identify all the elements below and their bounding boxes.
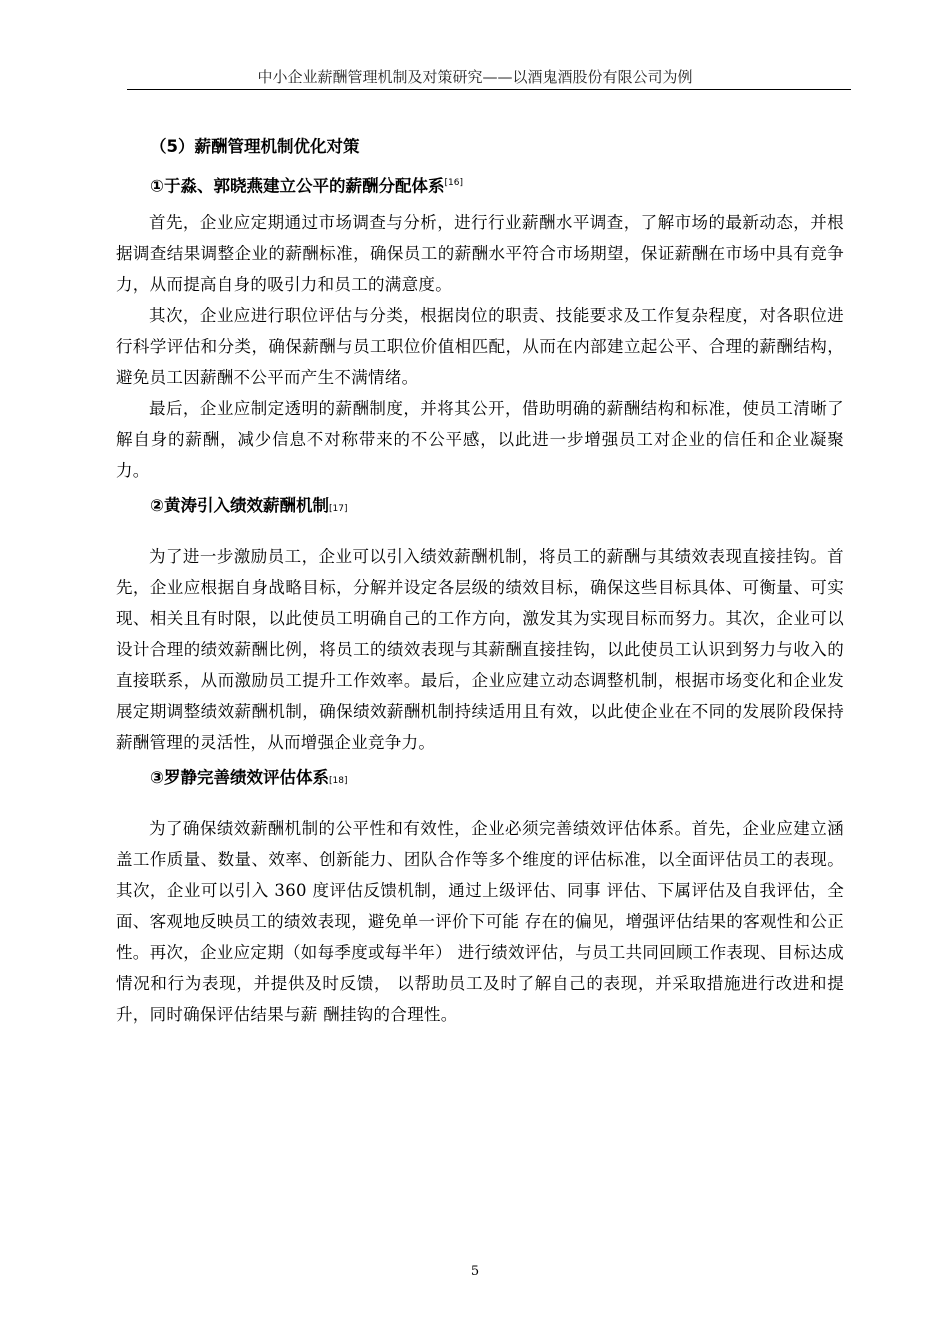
paragraph: 为了确保绩效薪酬机制的公平性和有效性，企业必须完善绩效评估体系。首先，企业应建立涵盖工作质量、数量、效率、创新能力、团队合作等多个维度的评估标准，以全面评估员工的表现。其次，企业可以引入 360 度评估反馈机制，通过上级评估、同事 评估、下属评估及自我评估，全面、客观地反映员工的绩效表现，避免单一评价下可能 存在的偏见，增强评估结果的客观性和公正性。再次，企业应定期（如每季度或每半年） 进行绩效评估，与员工共同回顾工作表现、目标达成情况和行为表现，并提供及时反馈， 以帮助员工及时了解自己的表现，并采取措施进行改进和提升，同时确保评估结果与薪 酬挂钩的合理性。 — [116, 818, 844, 1024]
citation-16: [16] — [444, 178, 463, 188]
subsection-heading-3-text: ③罗静完善绩效评估体系 — [150, 767, 329, 787]
page-number: 5 — [470, 1264, 480, 1279]
paragraph: 最后，企业应制定透明的薪酬制度，并将其公开，借助明确的薪酬结构和标准，使员工清晰了解自身的薪酬，减少信息不对称带来的不公平感，以此进一步增强员工对企业的信任和企业凝聚力。 — [116, 398, 844, 480]
paragraph: 为了进一步激励员工，企业可以引入绩效薪酬机制，将员工的薪酬与其绩效表现直接挂钩。首先，企业应根据自身战略目标，分解并设定各层级的绩效目标，确保这些目标具体、可衡量、可实现、相关且有时限，以此使员工明确自己的工作方向，激发其为实现目标而努力。其次，企业可以设计合理的绩效薪酬比例，将员工的绩效表现与其薪酬直接挂钩，以此使员工认识到努力与收入的直接联系，从而激励员工提升工作效率。最后，企业应建立动态调整机制，根据市场变化和企业发展定期调整绩效薪酬机制，确保绩效薪酬机制持续适用且有效，以此使企业在不同的发展阶段保持薪酬管理的灵活性，从而增强企业竞争力。 — [116, 546, 844, 752]
citation-17: [17] — [328, 503, 348, 514]
subsection-heading-1 — [150, 171, 844, 199]
subsection-heading-1-text: ①于淼、郭晓燕建立公平的薪酬分配体系 — [150, 176, 445, 196]
citation-18: [18] — [328, 775, 348, 786]
running-header: 中小企业薪酬管理机制及对策研究——以酒鬼酒股份有限公司为例 — [257, 68, 693, 86]
subsection-heading-3 — [150, 766, 844, 793]
paragraph: 首先，企业应定期通过市场调查与分析，进行行业薪酬水平调查，了解市场的最新动态，并根据调查结果调整企业的薪酬标准，确保员工的薪酬水平符合市场期望，保证薪酬在市场中具有竞争力，从而提高自身的吸引力和员工的满意度。 — [116, 212, 844, 294]
page-body — [116, 135, 844, 1030]
subsection-heading-2-text: ②黄涛引入绩效薪酬机制 — [150, 495, 329, 515]
section-heading: （5）薪酬管理机制优化对策 — [150, 137, 360, 156]
subsection-heading-2 — [150, 494, 844, 521]
header-divider — [127, 89, 851, 90]
paragraph: 其次，企业应进行职位评估与分类，根据岗位的职责、技能要求及工作复杂程度，对各职位进行科学评估和分类，确保薪酬与员工职位价值相匹配，从而在内部建立起公平、合理的薪酬结构，避免员工因薪酬不公平而产生不满情绪。 — [116, 305, 844, 387]
